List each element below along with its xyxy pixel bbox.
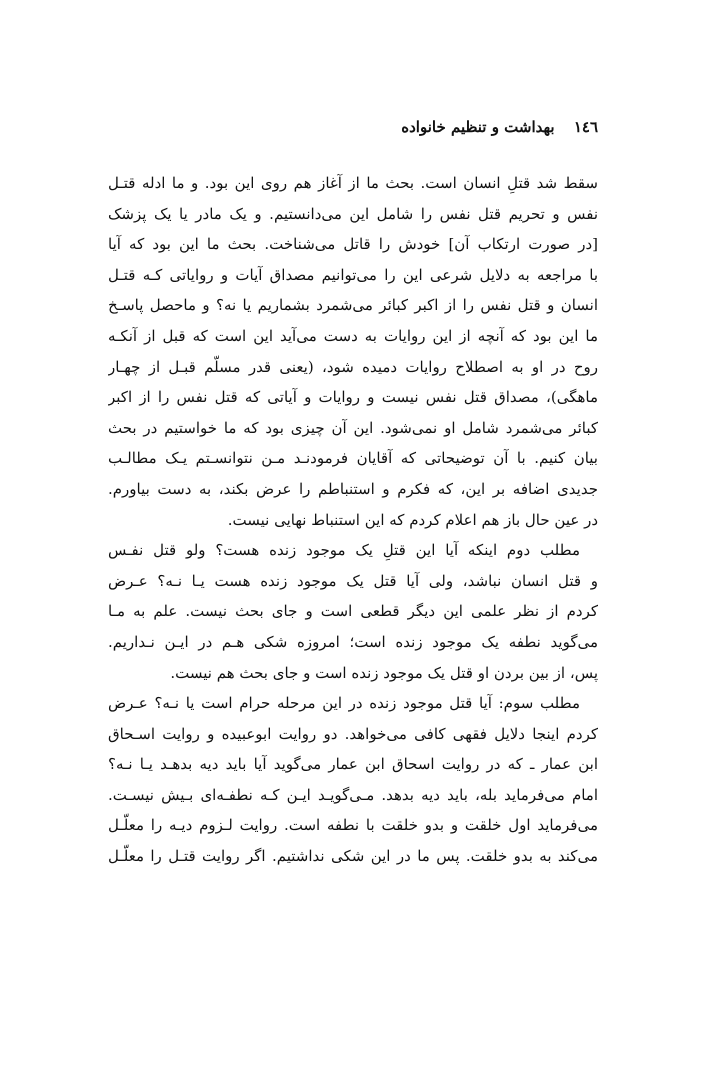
- text-line: کردم از نظر علمی این دیگر قطعی است و جای بحث نیست. علم به مـا: [108, 602, 598, 621]
- text-line: می‌فرماید اول خلقت و بدو خلقت با نطفه است. روایت لـزوم دیـه را معلّـل: [108, 816, 598, 835]
- text-line: روح در او به اصطلاح روایات دمیده شود، (یعنی قدر مسلّم قبـل از چهـار: [108, 357, 598, 376]
- text-line: امام می‌فرماید بله، باید دیه بدهد. مـی‌گویـد ایـن کـه نطفـه‌ای بـیش نیسـت.: [108, 785, 598, 804]
- text-line: [در صورت ارتکاب آن] خودش را قاتل می‌شناخت. بحث ما این بود که آیا: [108, 235, 598, 254]
- running-header: [401, 118, 598, 136]
- running-title: بهداشت و تنظیم خانواده: [401, 118, 555, 136]
- body-text: [108, 168, 598, 872]
- text-line: جدیدی اضافه بر این، که فکرم و استنباطم را عرض بکند، به دست بیاورم.: [108, 479, 598, 498]
- text-line: ماهگی)، مصداق قتل نفس نیست و روایات و آیاتی که قتل نفس را از اکبر: [108, 388, 598, 407]
- text-line: با مراجعه به دلایل شرعی این را می‌توانیم مصداق آیات و روایاتی کـه قتـل: [108, 265, 598, 284]
- text-line: ابن عمار ـ که در روایت اسحاق ابن عمار می‌گوید آیا باید دیه بدهـد یـا نـه؟: [108, 755, 598, 774]
- text-line: نفس و تحریم قتل نفس را شامل این می‌دانستیم. و یک مادر یا یک پزشک: [108, 204, 598, 223]
- text-line: و قتل انسان نباشد، ولی آیا قتل یک موجود زنده هست یـا نـه؟ عـرض: [108, 571, 598, 590]
- text-line: بیان کنیم. با آن توضیحاتی که آقایان فرمودنـد مـن نتوانسـتم یـک مطالـب: [108, 449, 598, 468]
- text-line: ما این بود که آنچه از این روایات به دست می‌آید این است که قبل از آنکـه: [108, 326, 598, 345]
- text-line: کردم اینجا دلایل فقهی کافی می‌خواهد. دو روایت ابوعبیده و روایت اسـحاق: [108, 724, 598, 743]
- text-line: در عین حال باز هم اعلام کردم که این استنباط نهایی نیست.: [227, 510, 598, 529]
- text-line: مطلب دوم اینکه آیا این قتلِ یک موجود زنده هست؟ ولو قتل نفـس: [108, 541, 580, 560]
- text-line: می‌کند به بدو خلقت. پس ما در این شکی نداشتیم. اگر روایت قتـل را معلّـل: [108, 847, 598, 866]
- text-line: سقط شد قتلِ انسان است. بحث ما از آغاز هم روی این بود. و ما ادله قتـل: [108, 174, 598, 192]
- text-line: انسان و قتل نفس را از اکبر کبائر می‌شمرد بشماریم یا نه؟ و ماحصل پاسـخ: [108, 296, 598, 315]
- page-number: ۱٤٦: [573, 118, 598, 136]
- text-line: پس، از بین بردن او قتل یک موجود زنده است و جای بحث هم نیست.: [170, 663, 598, 682]
- text-line: مطلب سوم: آیا قتل موجود زنده در این مرحله حرام است یا نـه؟ عـرض: [108, 694, 580, 713]
- text-line: کبائر می‌شمرد شامل او نمی‌شود. این آن چیزی بود که ما خواستیم در بحث: [108, 418, 598, 437]
- text-line: می‌گوید نطفه یک موجود زنده است؛ امروزه شکی هـم در ایـن نـداریم.: [108, 632, 598, 651]
